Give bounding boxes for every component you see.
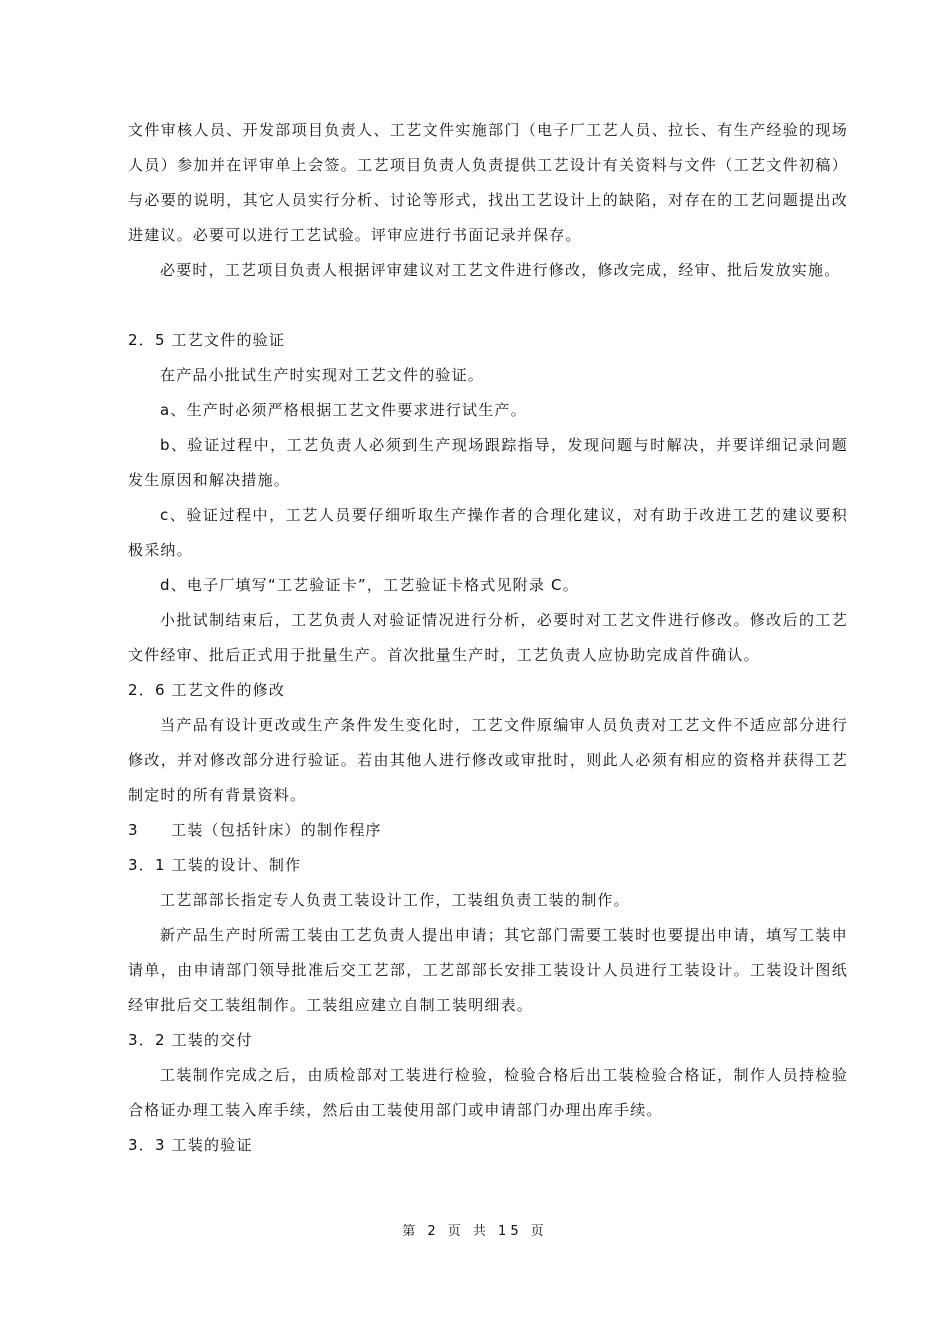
section-heading-3-1: 3．1 工装的设计、制作: [128, 856, 302, 874]
paragraph-verification-intro: 在产品小批试生产时实现对工艺文件的验证。: [160, 366, 485, 384]
list-item-c: c、验证过程中，工艺人员要仔细听取生产操作者的合理化建议，对有助于改进工艺的建议要积极采纳。: [128, 506, 848, 559]
section-heading-2-5: 2．5 工艺文件的验证: [128, 331, 286, 349]
list-item-b: b、验证过程中，工艺负责人必须到生产现场跟踪指导，发现问题与时解决，并要详细记录问题发生原因和解决措施。: [128, 436, 848, 489]
paragraph-trial-conclusion: 小批试制结束后，工艺负责人对验证情况进行分析，必要时对工艺文件进行修改。修改后的工艺文件经审、批后正式用于批量生产。首次批量生产时，工艺负责人应协助完成首件确认。: [128, 611, 848, 664]
paragraph-fixture-delivery: 工装制作完成之后，由质检部对工装进行检验，检验合格后出工装检验合格证，制作人员持检验合格证办理工装入库手续，然后由工装使用部门或申请部门办理出库手续。: [128, 1066, 848, 1119]
paragraph-fixture-request-process: 新产品生产时所需工装由工艺负责人提出申请；其它部门需要工装时也要提出申请，填写工装申请单，由申请部门领导批准后交工艺部，工艺部部长安排工装设计人员进行工装设计。工装设计图纸经审批后交工装组制作。工装组应建立自制工装明细表。: [128, 926, 848, 1014]
paragraph-revision-after-review: 必要时，工艺项目负责人根据评审建议对工艺文件进行修改，修改完成，经审、批后发放实施。: [160, 261, 841, 279]
section-heading-3-3: 3．3 工装的验证: [128, 1136, 253, 1154]
section-heading-3-2: 3．2 工装的交付: [128, 1031, 253, 1049]
paragraph-document-modification: 当产品有设计更改或生产条件发生变化时，工艺文件原编审人员负责对工艺文件不适应部分进行修改，并对修改部分进行验证。若由其他人进行修改或审批时，则此人必须有相应的资格并获得工艺制定时的所有背景资料。: [128, 716, 848, 804]
list-item-a: a、生产时必须严格根据工艺文件要求进行试生产。: [160, 401, 527, 419]
section-heading-3: 3 工装（包括针床）的制作程序: [128, 821, 382, 839]
paragraph-fixture-design-assignment: 工艺部部长指定专人负责工装设计工作，工装组负责工装的制作。: [160, 891, 630, 909]
list-item-d: d、电子厂填写“工艺验证卡”，工艺验证卡格式见附录 C。: [160, 576, 579, 594]
paragraph-review-participants: 文件审核人员、开发部项目负责人、工艺文件实施部门（电子厂工艺人员、拉长、有生产经验的现场人员）参加并在评审单上会签。工艺项目负责人负责提供工艺设计有关资料与文件（工艺文件初稿）与必要的说明，其它人员实行分析、讨论等形式，找出工艺设计上的缺陷，对存在的工艺问题提出改进建议。必要可以进行工艺试验。评审应进行书面记录并保存。: [128, 121, 848, 244]
page-number-footer: 第 2 页 共 15 页: [402, 1224, 548, 1239]
section-heading-2-6: 2．6 工艺文件的修改: [128, 681, 286, 699]
document-body: [128, 113, 848, 1163]
